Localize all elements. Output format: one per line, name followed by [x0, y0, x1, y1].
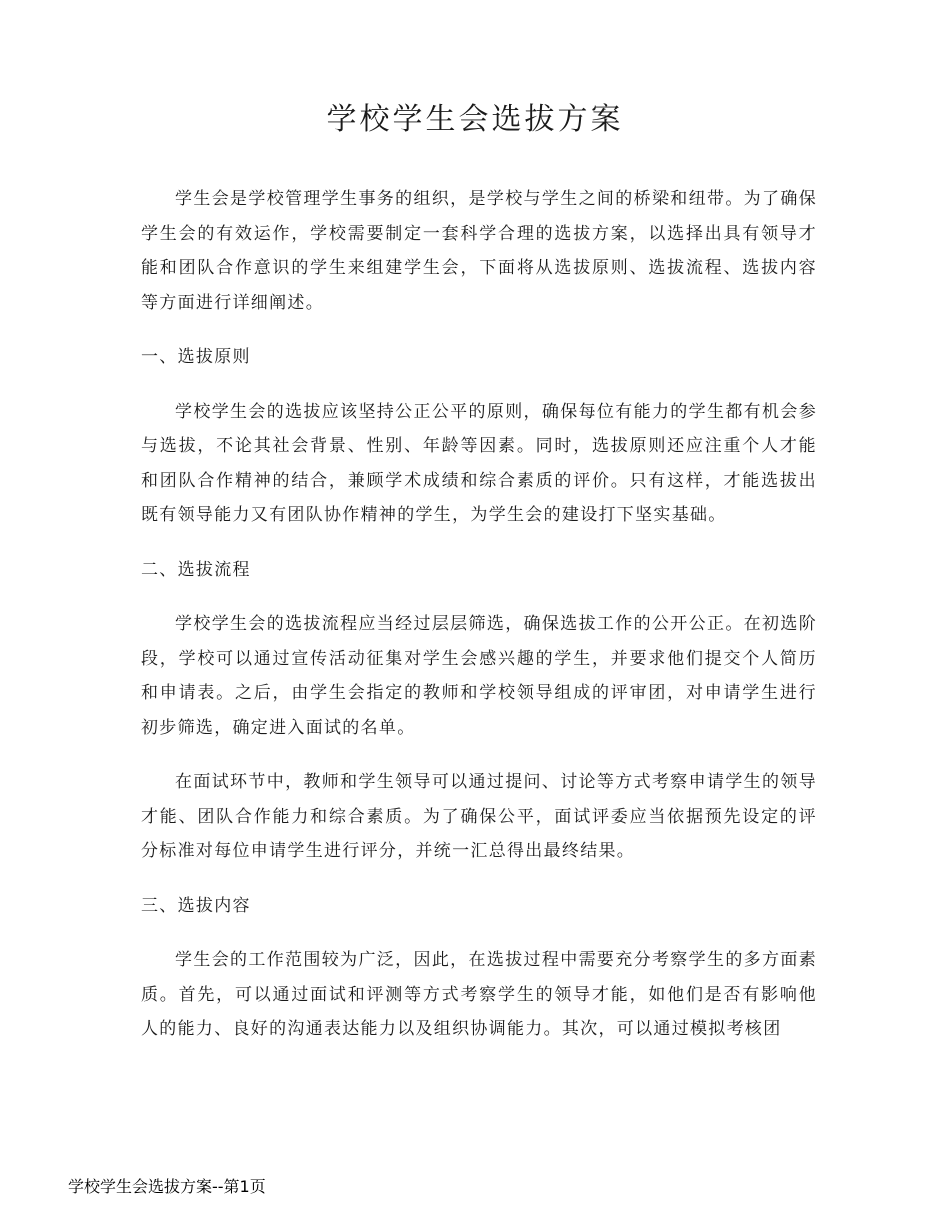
process-paragraph-1: 学校学生会的选拔流程应当经过层层筛选，确保选拔工作的公开公正。在初选阶段，学校可以通过宣传活动征集对学生会感兴趣的学生，并要求他们提交个人简历和申请表。之后，由学生会指定的教师和学校领导组成的评审团，对申请学生进行初步筛选，确定进入面试的名单。: [141, 614, 817, 738]
document-body: [141, 182, 817, 1067]
principles-paragraph: 学校学生会的选拔应该坚持公正公平的原则，确保每位有能力的学生都有机会参与选拔，不论其社会背景、性别、年龄等因素。同时，选拔原则还应注重个人才能和团队合作精神的结合，兼顾学术成绩和综合素质的评价。只有这样，才能选拔出既有领导能力又有团队协作精神的学生，为学生会的建设打下坚实基础。: [141, 401, 817, 525]
intro-paragraph: 学生会是学校管理学生事务的组织，是学校与学生之间的桥梁和纽带。为了确保学生会的有效运作，学校需要制定一套科学合理的选拔方案，以选择出具有领导才能和团队合作意识的学生来组建学生会，下面将从选拔原则、选拔流程、选拔内容等方面进行详细阐述。: [141, 189, 817, 313]
content-paragraph: 学生会的工作范围较为广泛，因此，在选拔过程中需要充分考察学生的多方面素质。首先，可以通过面试和评测等方式考察学生的领导才能，如他们是否有影响他人的能力、良好的沟通表达能力以及组织协调能力。其次，可以通过模拟考核团: [141, 950, 817, 1039]
section-heading-content: 三、选拔内容: [141, 895, 251, 916]
section-heading-process: 二、选拔流程: [141, 559, 251, 580]
process-paragraph-2: 在面试环节中，教师和学生领导可以通过提问、讨论等方式考察申请学生的领导才能、团队合作能力和综合素质。为了确保公平，面试评委应当依据预先设定的评分标准对每位申请学生进行评分，并统一汇总得出最终结果。: [141, 772, 817, 861]
section-heading-principles: 一、选拔原则: [141, 347, 251, 367]
document-title: 学校学生会选拔方案: [326, 102, 624, 137]
page-footer: 学校学生会选拔方案--第1页: [68, 1177, 266, 1196]
